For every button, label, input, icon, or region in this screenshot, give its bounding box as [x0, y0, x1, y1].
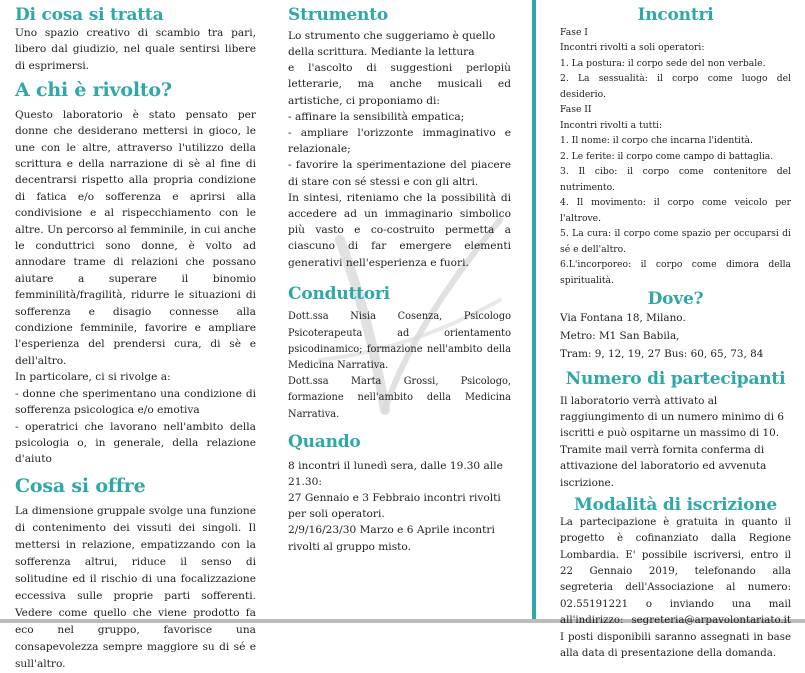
section-title-a-chi-e-rivolto: A chi è rivolto?	[15, 78, 172, 101]
quando-text-1: 8 incontri il lunedì sera, dalle 19.30 alle 21.30:	[288, 459, 503, 488]
target-intro: In particolare, ci si rivolge a:	[15, 371, 171, 384]
section-title-strumento: Strumento	[288, 5, 389, 25]
column-middle	[288, 0, 511, 555]
section-title-incontri: Incontri	[637, 5, 714, 25]
conduttore-2: Dott.ssa Marta Grossi, Psicologo, formazione nell'ambito della Medicina Narrativa.	[288, 376, 511, 420]
section-title-conduttori: Conduttori	[288, 283, 390, 304]
section-title-quando: Quando	[288, 431, 361, 452]
column-right	[560, 0, 791, 662]
strumento-text-1: Lo strumento che suggeriamo è quello della scrittura. Mediante la lettura	[288, 29, 496, 58]
iscrizione-text: La partecipazione è gratuita in quanto il progetto è cofinanziato dalla Regione Lombardia. E' possibile iscriversi, entro il 22 Gennaio 2019, telefonando alla segreteria dell'Associazione al numero: 02.55191221 o inviando una mail all'indirizzo: segreteria@arpavolontariato.it I posti disponibili saranno assegnati in base alla data di presentazione della domanda.	[560, 516, 791, 659]
incontri-line: 1. Il nome: il corpo che incarna l'identità.	[560, 135, 753, 147]
incontri-line: 4. Il movimento: il corpo come veicolo per l'altrove.	[560, 197, 791, 224]
quando-text-3: 2/9/16/23/30 Marzo e 6 Aprile incontri rivolti al gruppo misto.	[288, 524, 495, 553]
target-item: - operatrici che lavorano nell'ambito della psicologia o, in generale, della relazione d'aiuto	[15, 420, 256, 466]
strumento-item: - favorire la sperimentazione del piacere di stare con sé stessi e con gli altri.	[288, 159, 511, 188]
section-title-cosa-si-offre: Cosa si offre	[15, 474, 146, 497]
dove-address: Via Fontana 18, Milano.	[560, 311, 686, 324]
incontri-line: 3. Il cibo: il corpo come contenitore del nutrimento.	[560, 166, 791, 193]
partecipanti-text: Il laboratorio verrà attivato al raggiungimento di un numero minimo di 6 iscritti e può ospitarne un massimo di 10. Tramite mail verrà fornita conferma di attivazione del laboratorio ed avvenuta iscrizione.	[560, 394, 784, 489]
incontri-line: Fase II	[560, 104, 592, 116]
quando-text-2: 27 Gennaio e 3 Febbraio incontri rivolti per soli operatori.	[288, 491, 501, 521]
section-text-di-cosa-si-tratta: Uno spazio creativo di scambio tra pari, libero dal giudizio, nel quale sentirsi libere di esprimersi.	[15, 26, 256, 72]
section-title-modalita-iscrizione: Modalità di iscrizione	[573, 495, 778, 515]
incontri-line: 6.L'incorporeo: il corpo come dimora della spiritualità.	[560, 259, 791, 286]
column-left	[15, 0, 256, 673]
strumento-text-2: e l'ascolto di suggestioni perlopiù letterarie, ma anche musicali ed artistiche, ci proponiamo di:	[288, 62, 511, 107]
incontri-line: 1. La postura: il corpo sede del non verbale.	[560, 57, 766, 69]
section-title-dove: Dove?	[647, 289, 704, 310]
incontri-line: 2. La sessualità: il corpo come luogo del desiderio.	[560, 73, 791, 100]
incontri-line: Fase I	[560, 26, 588, 38]
section-text-a-chi-e-rivolto: Questo laboratorio è stato pensato per donne che desiderano mettersi in gioco, le une con le altre, attraverso l'utilizzo della scrittura e della narrazione di sè al fine di decentrarsi rispetto alla propria condizione di fatica e/o sofferenza e aprirsi alla condivisione e al rispecchiamento con le altre. Un percorso al femminile, in cui anche le conduttrici sono donne, è volto ad annodare trame di relazioni che possano aiutare a superare il binomio femminilità/fragilità, ridurre le situazioni di sofferenza e disagio connesse alla condizione femminile, favorire e ampliare l'esperienza del prendersi cura, di sè e dell'altro.	[15, 108, 256, 367]
conduttore-1: Dott.ssa Nisia Cosenza, Psicologo Psicoterapeuta ad orientamento psicodinamico; formazione nell'ambito della Medicina Narrativa.	[288, 311, 511, 372]
incontri-line: Incontri rivolti a tutti:	[560, 119, 663, 131]
strumento-item: - affinare la sensibilità empatica;	[288, 110, 465, 123]
section-text-cosa-si-offre: La dimensione gruppale svolge una funzione di contenimento dei vissuti dei singoli. Il mettersi in relazione, empatizzando con la sofferenza altrui, riduce il senso di solitudine ed il rischio di una focalizzazione eccessiva sulle proprie parti sofferenti. Vedere come quello che viene prodotto fa eco nel gruppo, favorisce una consapevolezza sempre maggiore su di sé e sull'altro.	[15, 504, 256, 670]
column-divider-bar	[532, 0, 536, 619]
section-title-di-cosa-si-tratta: Di cosa si tratta	[15, 5, 164, 25]
dove-metro: Metro: M1 San Babila,	[560, 329, 680, 342]
incontri-line: Incontri rivolti a soli operatori:	[560, 42, 705, 54]
incontri-line: 5. La cura: il corpo come spazio per occuparsi di sé e dell'altro.	[560, 228, 791, 255]
incontri-line: 2. Le ferite: il corpo come campo di battaglia.	[560, 150, 774, 162]
strumento-item: - ampliare l'orizzonte immaginativo e relazionale;	[288, 126, 511, 156]
strumento-text-3: In sintesi, riteniamo che la possibilità di accedere ad un immaginario simbolico più vasto e co-costruito permetta a ciascuno di far emergere elementi generativi nell'esperienza e fuori.	[288, 191, 511, 269]
target-item: - donne che sperimentano una condizione di sofferenza psicologica e/o emotiva	[15, 387, 256, 417]
dove-tram-bus: Tram: 9, 12, 19, 27 Bus: 60, 65, 73, 84	[560, 347, 764, 360]
section-title-numero-partecipanti: Numero di partecipanti	[565, 368, 786, 389]
